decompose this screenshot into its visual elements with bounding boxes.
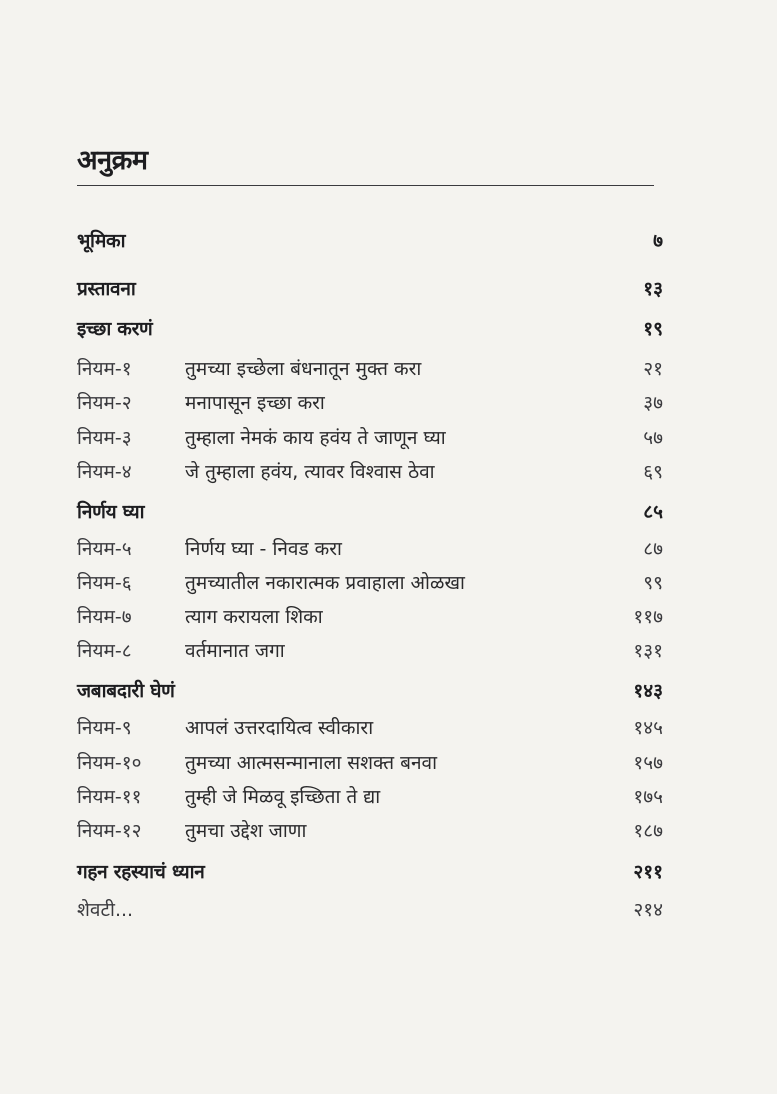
page-number: ५७: [643, 427, 663, 449]
toc-rule-entry: [77, 385, 663, 419]
entry-title: तुमच्या आत्मसन्मानाला सशक्त बनवा: [185, 752, 437, 774]
page-number: ७: [653, 230, 663, 252]
toc-section: [77, 223, 663, 257]
toc-section: [77, 854, 663, 888]
toc-rule-entry: [77, 633, 663, 667]
entry-title: वर्तमानात जगा: [185, 640, 285, 662]
entry-title: तुमच्यातील नकारात्मक प्रवाहाला ओळखा: [185, 572, 465, 594]
page-number: ८५: [643, 501, 663, 523]
page-number: १३: [643, 278, 663, 300]
page-number: ११७: [633, 606, 663, 628]
rule-number: नियम-११: [77, 786, 142, 808]
rule-number: नियम-८: [77, 640, 132, 662]
page-number: ६९: [643, 461, 663, 483]
entry-title: निर्णय घ्या - निवड करा: [185, 538, 342, 560]
rule-number: नियम-४: [77, 461, 132, 483]
entry-title: तुमच्या इच्छेला बंधनातून मुक्त करा: [185, 358, 422, 380]
page-number: २१: [643, 358, 663, 380]
page-number: ३७: [643, 392, 663, 414]
page-number: ९९: [643, 572, 663, 594]
toc-rule-entry: [77, 710, 663, 744]
entry-title: शेवटी...: [77, 899, 134, 921]
page-number: १८७: [633, 820, 663, 842]
toc-rule-entry: [77, 779, 663, 813]
page-number: १९: [643, 318, 663, 340]
toc-section: [77, 673, 663, 707]
title-divider: [77, 185, 654, 186]
page-number: १३१: [633, 640, 663, 662]
entry-title: भूमिका: [77, 230, 126, 252]
page-number: २११: [633, 861, 663, 883]
entry-title: तुम्हाला नेमकं काय हवंय ते जाणून घ्या: [185, 427, 446, 449]
toc-rule-entry: [77, 565, 663, 599]
page-number: १७५: [633, 786, 663, 808]
entry-title: तुमचा उद्देश जाणा: [185, 820, 307, 842]
entry-title: निर्णय घ्या: [77, 501, 145, 523]
entry-title: जबाबदारी घेणं: [77, 680, 175, 702]
entry-title: त्याग करायला शिका: [185, 606, 323, 628]
toc-rule-entry: [77, 813, 663, 847]
toc-section: [77, 494, 663, 528]
rule-number: नियम-९: [77, 717, 132, 739]
toc-rule-entry: [77, 454, 663, 488]
rule-number: नियम-२: [77, 392, 132, 414]
toc-rule-entry: [77, 745, 663, 779]
page-number: २१४: [633, 899, 663, 921]
rule-number: नियम-३: [77, 427, 132, 449]
rule-number: नियम-१०: [77, 752, 142, 774]
toc-entry: [77, 892, 663, 926]
entry-title: तुम्ही जे मिळवू इच्छिता ते द्या: [185, 786, 381, 808]
entry-title: आपलं उत्तरदायित्व स्वीकारा: [185, 717, 374, 739]
toc-rule-entry: [77, 531, 663, 565]
page-number: १५७: [633, 752, 663, 774]
entry-title: जे तुम्हाला हवंय, त्यावर विश्वास ठेवा: [185, 461, 435, 483]
rule-number: नियम-७: [77, 606, 132, 628]
entry-title: मनापासून इच्छा करा: [185, 392, 325, 414]
toc-section: [77, 311, 663, 345]
page-number: ८७: [643, 538, 663, 560]
page-title: अनुक्रम: [77, 145, 148, 176]
rule-number: नियम-१२: [77, 820, 142, 842]
page-number: १४३: [633, 680, 663, 702]
entry-title: प्रस्तावना: [77, 278, 136, 300]
rule-number: नियम-५: [77, 538, 132, 560]
toc-rule-entry: [77, 599, 663, 633]
rule-number: नियम-१: [77, 358, 132, 380]
rule-number: नियम-६: [77, 572, 132, 594]
toc-section: [77, 271, 663, 305]
toc-rule-entry: [77, 420, 663, 454]
toc-rule-entry: [77, 351, 663, 385]
entry-title: इच्छा करणं: [77, 318, 153, 340]
entry-title: गहन रहस्याचं ध्यान: [77, 861, 205, 883]
page-number: १४५: [633, 717, 663, 739]
